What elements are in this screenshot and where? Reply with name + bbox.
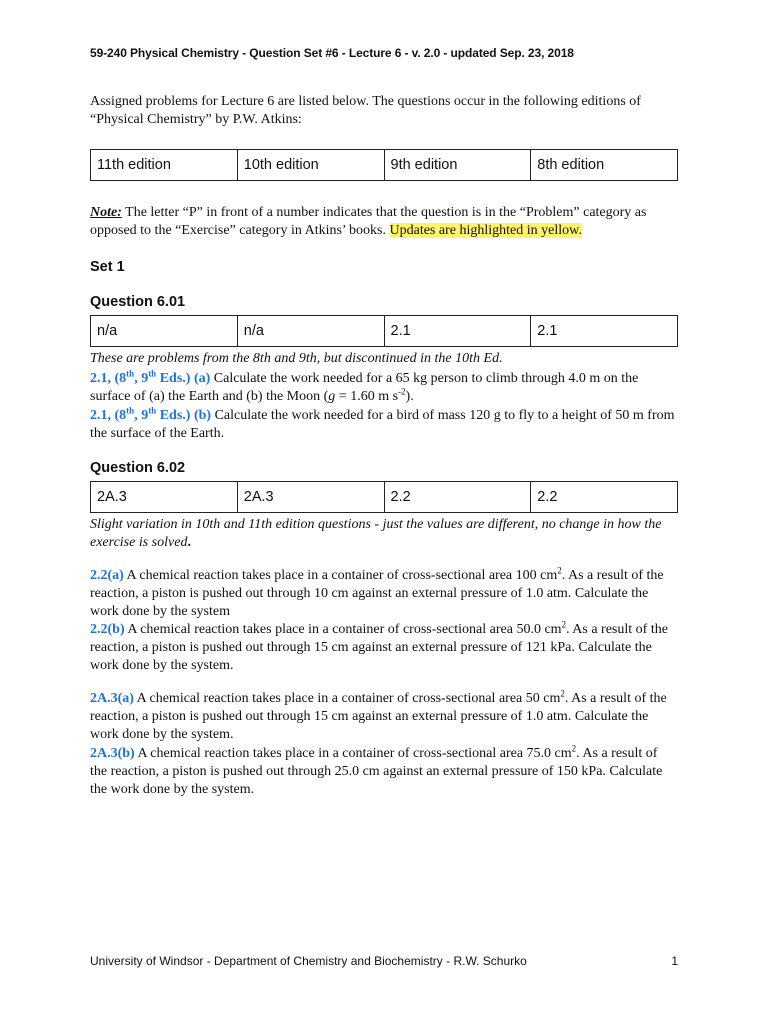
- label-text: , 9: [134, 408, 149, 423]
- problem-text: . As a result of the reaction, a piston is pushed out through 15 cm against an external pressure of 121 kPa. Calculate the work done by the system.: [90, 622, 668, 673]
- document-header: 59-240 Physical Chemistry - Question Set #6 - Lecture 6 - v. 2.0 - updated Sep. 23, 2018: [90, 46, 574, 60]
- set-title: Set 1: [90, 259, 125, 275]
- superscript: th: [126, 405, 135, 416]
- problem-text: . As a result of the reaction, a piston is pushed out through 25.0 cm against an external pressure of 150 kPa. Calculate the work done by the system.: [90, 746, 663, 797]
- table-cell: n/a: [237, 316, 384, 347]
- table-cell: 10th edition: [237, 150, 384, 181]
- intro-paragraph: Assigned problems for Lecture 6 are listed below. The questions occur in the following editions of “Physical Chemistry” by P.W. Atkins:: [90, 94, 641, 127]
- problem-label: [90, 368, 211, 386]
- table-cell: 2.1: [384, 316, 531, 347]
- question-6-02-part-4: [90, 745, 678, 799]
- superscript: 2: [557, 565, 562, 576]
- table-cell: 2A.3: [237, 482, 384, 513]
- problem-text: . As a result of the reaction, a piston is pushed out through 10 cm against an external pressure of 1.0 atm. Calculate the work done by the system: [90, 568, 664, 619]
- problem-label: [90, 405, 212, 423]
- superscript: th: [148, 405, 157, 416]
- table-cell: 8th edition: [531, 150, 678, 181]
- table-row: [91, 150, 678, 181]
- label-text: Eds.) (b): [156, 408, 212, 423]
- question-6-02-part-3: [90, 690, 678, 744]
- label-text: Eds.) (a): [156, 371, 211, 386]
- editions-table: [90, 149, 678, 181]
- document-page: [90, 0, 678, 1024]
- problem-text: A chemical reaction takes place in a container of cross-sectional area 50.0 cm: [124, 622, 562, 637]
- footer-text: University of Windsor - Department of Chemistry and Biochemistry - R.W. Schurko: [90, 954, 527, 968]
- comment-text: Slight variation in 10th and 11th edition questions - just the values are different, no change in how the exercise is solved: [90, 517, 662, 550]
- highlighted-text: Updates are highlighted in yellow.: [389, 223, 582, 238]
- problem-text: A chemical reaction takes place in a container of cross-sectional area 75.0 cm: [134, 746, 572, 761]
- question-6-02-part-1: [90, 567, 678, 621]
- symbol-g: g: [328, 389, 336, 404]
- label-text: , 9: [134, 371, 149, 386]
- note-label: Note:: [90, 205, 122, 220]
- note-paragraph: [90, 204, 678, 240]
- question-6-01-table: [90, 315, 678, 347]
- table-cell: n/a: [91, 316, 238, 347]
- problem-text: Calculate the work needed for a bird of mass 120 g to fly to a height of 50 m from the surface of the Earth.: [90, 408, 675, 441]
- problem-label: 2.2(a): [90, 568, 124, 583]
- problem-label: 2A.3(a): [90, 691, 134, 706]
- problem-text: A chemical reaction takes place in a container of cross-sectional area 50 cm: [133, 691, 561, 706]
- question-6-01-part-a: [90, 370, 678, 406]
- label-text: 2.1, (8: [90, 408, 127, 423]
- superscript: -2: [398, 386, 406, 397]
- table-cell: 11th edition: [91, 150, 238, 181]
- superscript: 2: [560, 688, 565, 699]
- table-cell: 2.2: [531, 482, 678, 513]
- problem-text: A chemical reaction takes place in a container of cross-sectional area 100 cm: [123, 568, 558, 583]
- table-row: [91, 482, 678, 513]
- comment-end: .: [187, 535, 191, 550]
- table-cell: 2.1: [531, 316, 678, 347]
- problem-text: = 1.60 m s: [335, 389, 399, 404]
- superscript: 2: [571, 743, 577, 754]
- problem-text: . As a result of the reaction, a piston is pushed out through 15 cm against an external pressure of 1.0 atm. Calculate the work done by the system.: [90, 691, 667, 742]
- superscript: 2: [561, 619, 567, 630]
- question-6-02-part-2: [90, 621, 678, 675]
- question-6-01-part-b: [90, 407, 678, 443]
- superscript: th: [126, 368, 135, 379]
- question-6-01-title: Question 6.01: [90, 294, 186, 310]
- problem-text: ).: [405, 389, 414, 404]
- question-6-02-title: Question 6.02: [90, 460, 186, 476]
- question-6-02-table: [90, 481, 678, 513]
- page-footer: [90, 954, 678, 968]
- table-cell: 9th edition: [384, 150, 531, 181]
- page-number: 1: [671, 954, 678, 968]
- problem-label: 2.2(b): [90, 622, 125, 637]
- label-text: 2.1, (8: [90, 371, 127, 386]
- table-cell: 2A.3: [91, 482, 238, 513]
- superscript: th: [148, 368, 157, 379]
- table-row: [91, 316, 678, 347]
- table-cell: 2.2: [384, 482, 531, 513]
- note-text: The letter “P” in front of a number indicates that the question is in the “Problem” category as opposed to the “Exercise” category in Atkins’ books.: [90, 205, 647, 238]
- question-6-02-comment: [90, 516, 678, 552]
- problem-text: Calculate the work needed for a 65 kg person to climb through 4.0 m on the surface of (a) the Earth and (b) the Moon (: [90, 371, 639, 404]
- problem-label: 2A.3(b): [90, 746, 135, 761]
- question-6-01-comment: These are problems from the 8th and 9th, but discontinued in the 10th Ed.: [90, 351, 503, 366]
